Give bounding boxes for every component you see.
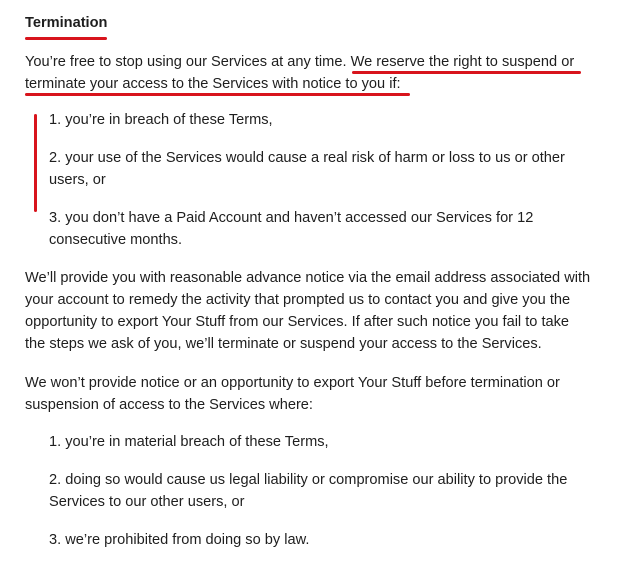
intro-marked-text-2: terminate your access to the Services with notice to you if: [25, 76, 401, 92]
list-highlight-bar [34, 114, 37, 212]
list-item-line: 3. we’re prohibited from doing so by law. [49, 532, 310, 548]
paragraph-line: suspension of access to the Services where: [25, 397, 313, 413]
intro-highlight-underline-1 [352, 71, 581, 74]
list-item [49, 431, 329, 453]
advance-notice-paragraph [25, 267, 595, 355]
list-item-line: 2. doing so would cause us legal liability or compromise our ability to provide the [49, 472, 568, 488]
list-item-line: users, or [49, 172, 106, 188]
list-item-line: consecutive months. [49, 232, 183, 248]
list-item-line: 3. you don’t have a Paid Account and haven’t accessed our Services for 12 [49, 210, 534, 226]
paragraph-line: the steps we ask of you, we’ll terminate or suspend your access to the Services. [25, 336, 542, 352]
list-item-line: Services to our other users, or [49, 494, 245, 510]
section-heading: Termination [25, 15, 108, 31]
list-item [49, 207, 533, 251]
no-notice-paragraph [25, 372, 595, 416]
paragraph-line: We won’t provide notice or an opportunity to export Your Stuff before termination or [25, 375, 560, 391]
list-item [49, 529, 309, 551]
list-item-line: 2. your use of the Services would cause a real risk of harm or loss to us or other [49, 150, 565, 166]
intro-marked-text-1: We reserve the right to suspend or [350, 54, 575, 70]
paragraph-line: We’ll provide you with reasonable advance notice via the email address associated with [25, 270, 591, 286]
list-item [49, 109, 273, 131]
list-item-line: 1. you’re in material breach of these Terms, [49, 434, 329, 450]
paragraph-line: opportunity to export Your Stuff from our Services. If after such notice you fail to take [25, 314, 570, 330]
list-item [49, 147, 565, 191]
list-item [49, 469, 567, 513]
intro-highlight-underline-2 [25, 93, 410, 96]
list-item-line: 1. you’re in breach of these Terms, [49, 112, 273, 128]
paragraph-line: your account to remedy the activity that prompted us to contact you and give you the [25, 292, 571, 308]
heading-highlight-underline [25, 37, 107, 40]
intro-line-1 [25, 51, 610, 73]
intro-plain-text: You’re free to stop using our Services at any time. [25, 54, 351, 70]
